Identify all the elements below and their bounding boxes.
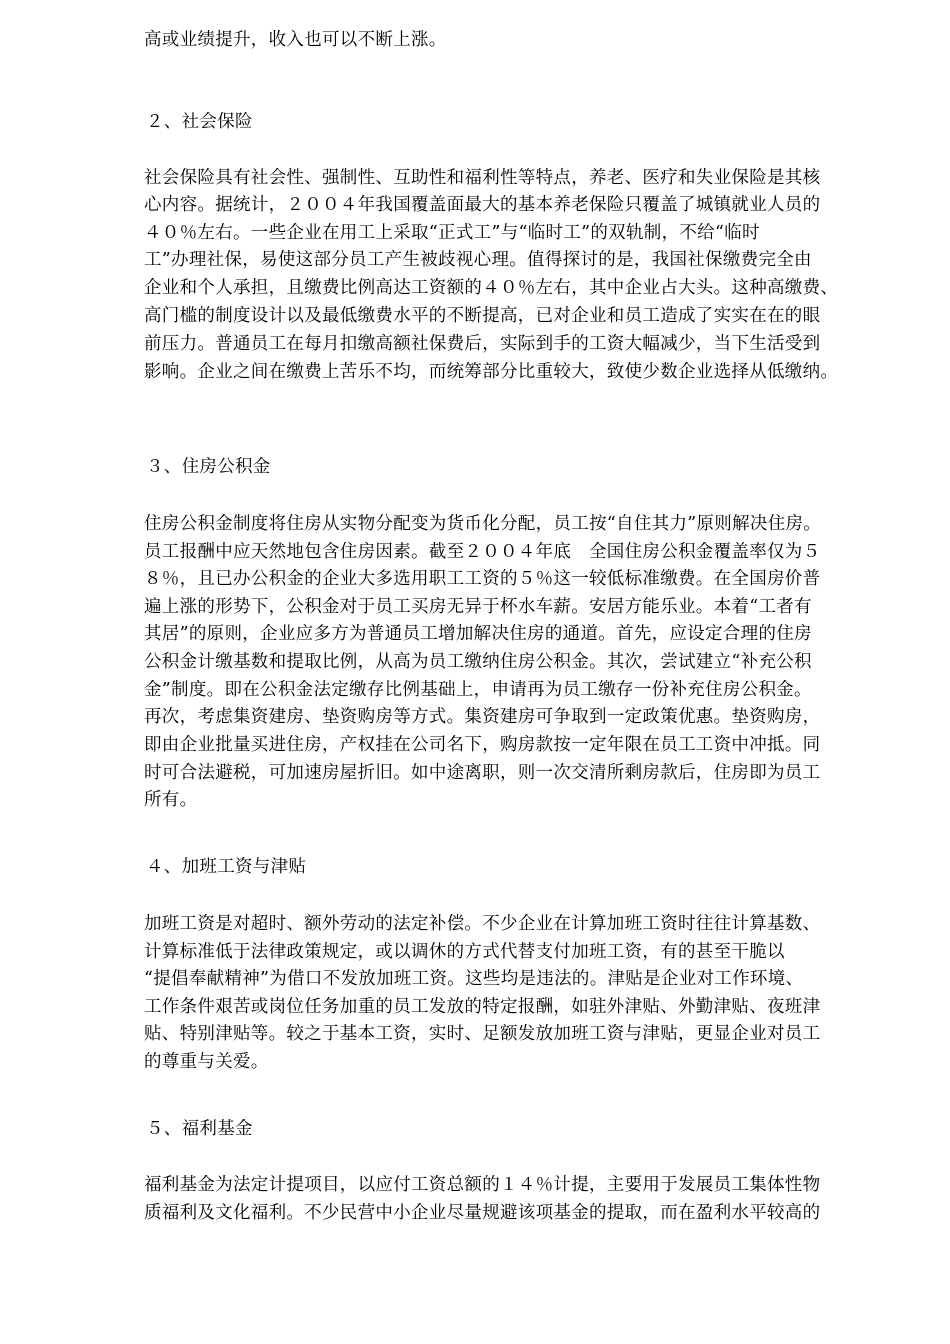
- paragraph-line: 福利基金为法定计提项目，以应付工资总额的１４％计提，主要用于发展员工集体性物: [144, 1175, 821, 1195]
- paragraph-line: ８％，且已办公积金的企业大多选用职工工资的５％这一较低标准缴费。在全国房价普: [144, 569, 821, 589]
- paragraph-line: 住房公积金制度将住房从实物分配变为货币化分配，员工按“自住其力”原则解决住房。: [144, 514, 822, 534]
- section-heading: ３、住房公积金: [146, 457, 271, 477]
- paragraph-line: 高或业绩提升，收入也可以不断上涨。: [144, 30, 447, 50]
- paragraph-line: 再次，考虑集资建房、垫资购房等方式。集资建房可争取到一定政策优惠。垫资购房，: [144, 707, 821, 727]
- section-heading: ５、福利基金: [146, 1119, 253, 1139]
- paragraph-line: ４０％左右。一些企业在用工上采取“正式工”与“临时工”的双轨制，不给“临时: [144, 223, 760, 243]
- paragraph-line: 心内容。据统计，２００４年我国覆盖面最大的基本养老保险只覆盖了城镇就业人员的: [144, 195, 821, 215]
- paragraph-line: 遍上涨的形势下，公积金对于员工买房无异于杯水车薪。安居方能乐业。本着“工者有: [144, 597, 812, 617]
- paragraph-line: 贴、特别津贴等。较之于基本工资，实时、足额发放加班工资与津贴，更显企业对员工: [144, 1024, 821, 1044]
- paragraph-line: 工”办理社保，易使这部分员工产生被歧视心理。值得探讨的是，我国社保缴费完全由: [144, 250, 812, 270]
- paragraph-line: 质福利及文化福利。不少民营中小企业尽量规避该项基金的提取，而在盈利水平较高的: [144, 1203, 821, 1223]
- paragraph-line: 时可合法避税，可加速房屋折旧。如中途离职，则一次交清所剩房款后，住房即为员工: [144, 763, 821, 783]
- paragraph-line: 高门槛的制度设计以及最低缴费水平的不断提高，已对企业和员工造成了实实在在的眼: [144, 306, 821, 326]
- section-heading: ４、加班工资与津贴: [146, 857, 307, 877]
- paragraph-line: 金”制度。即在公积金法定缴存比例基础上，申请再为员工缴存一份补充住房公积金。: [144, 680, 812, 700]
- paragraph-line: 企业和个人承担，且缴费比例高达工资额的４０％左右，其中企业占大头。这种高缴费、: [144, 278, 839, 298]
- paragraph-line: 加班工资是对超时、额外劳动的法定补偿。不少企业在计算加班工资时往往计算基数、: [144, 914, 821, 934]
- paragraph-line: 公积金计缴基数和提取比例，从高为员工缴纳住房公积金。其次，尝试建立“补充公积: [144, 652, 812, 672]
- paragraph-line: 计算标准低于法律政策规定，或以调休的方式代替支付加班工资，有的甚至干脆以: [144, 942, 785, 962]
- paragraph-line: “提倡奉献精神”为借口不发放加班工资。这些均是违法的。津贴是企业对工作环境、: [144, 969, 804, 989]
- paragraph-line: 社会保险具有社会性、强制性、互助性和福利性等特点，养老、医疗和失业保险是其核: [144, 168, 821, 188]
- paragraph-line: 的尊重与关爱。: [144, 1052, 269, 1072]
- paragraph-line: 员工报酬中应天然地包含住房因素。截至２００４年底 全国住房公积金覆盖率仅为５: [144, 542, 821, 562]
- paragraph-line: 即由企业批量买进住房，产权挂在公司名下，购房款按一定年限在员工工资中冲抵。同: [144, 735, 821, 755]
- paragraph-line: 影响。企业之间在缴费上苦乐不均，而统筹部分比重较大，致使少数企业选择从低缴纳。: [144, 362, 839, 382]
- paragraph-line: 所有。: [144, 790, 198, 810]
- paragraph-line: 工作条件艰苦或岗位任务加重的员工发放的特定报酬，如驻外津贴、外勤津贴、夜班津: [144, 997, 821, 1017]
- paragraph-line: 前压力。普通员工在每月扣缴高额社保费后，实际到手的工资大幅减少，当下生活受到: [144, 334, 821, 354]
- paragraph-line: 其居”的原则，企业应多方为普通员工增加解决住房的通道。首先，应设定合理的住房: [144, 624, 812, 644]
- section-heading: ２、社会保险: [146, 112, 253, 132]
